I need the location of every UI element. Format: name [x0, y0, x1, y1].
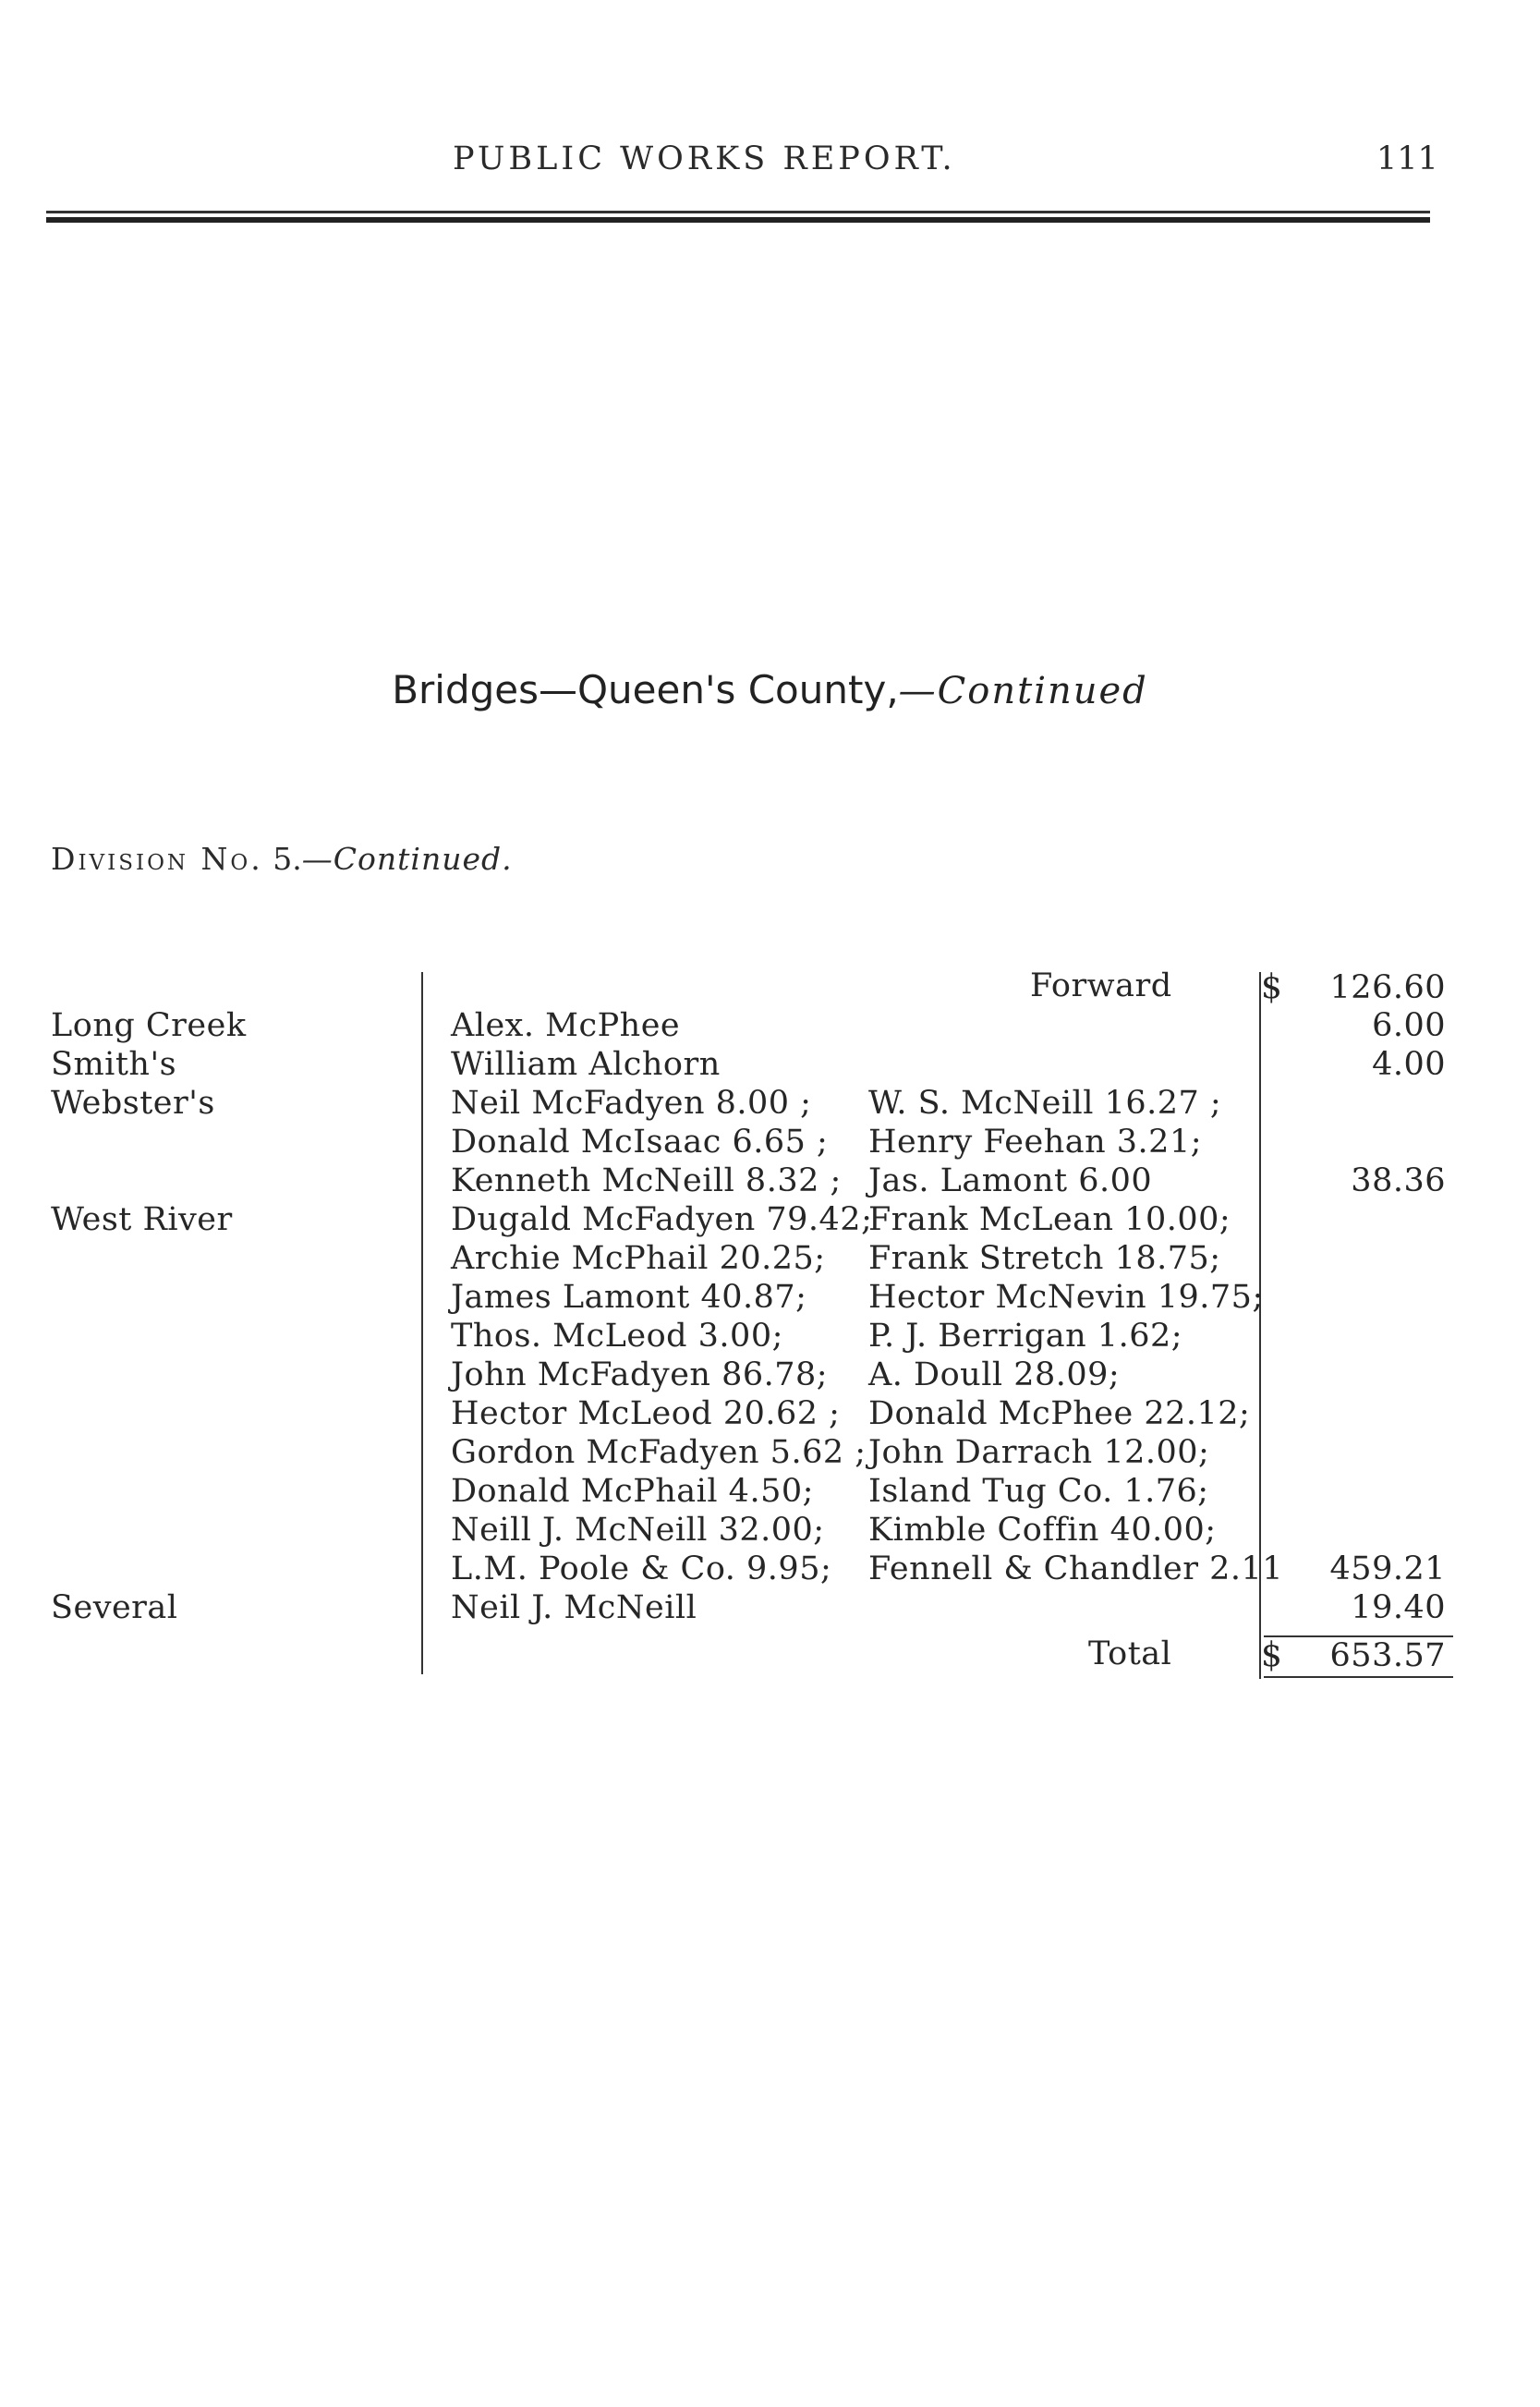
row-entry: [451, 1006, 868, 1045]
row-amount: [1279, 1511, 1446, 1550]
row-entry-b: W. S. McNeill 16.27 ;: [868, 1085, 1222, 1122]
row-location: West River: [51, 1201, 233, 1238]
row-entry-b: Hector McNevin 19.75;: [868, 1279, 1264, 1316]
row-entry-a: Neil J. McNeill: [451, 1589, 697, 1626]
row-amount: [1279, 1355, 1446, 1394]
row-location: Smith's: [51, 1046, 177, 1083]
row-amount: 38.36: [1351, 1162, 1446, 1199]
row-location: Several: [51, 1589, 178, 1626]
row-entry: [451, 1511, 1217, 1550]
row-entry: [451, 1278, 1264, 1317]
row-amount: 19.40: [1351, 1589, 1446, 1626]
running-title: PUBLIC WORKS REPORT.: [453, 140, 956, 177]
row-location: Long Creek: [51, 1007, 247, 1044]
row-entry: [451, 1161, 1152, 1200]
forward-currency: $: [1261, 968, 1283, 1006]
row-amount: [1279, 1472, 1446, 1511]
row-entry: [451, 1550, 1283, 1588]
forward-label: Forward: [1030, 967, 1172, 1004]
row-entry-a: Alex. McPhee: [451, 1007, 681, 1044]
row-entry-a: William Alchorn: [451, 1046, 721, 1083]
row-amount: 4.00: [1372, 1046, 1446, 1083]
row-entry-b: Frank Stretch 18.75;: [868, 1240, 1221, 1277]
row-entry: [451, 1123, 1202, 1161]
running-head: [0, 140, 1540, 187]
forward-amount: 126.60: [1329, 969, 1446, 1006]
row-entry-b: Fennell & Chandler 2.11: [868, 1550, 1283, 1587]
section-title: Bridges—Queen's County,: [392, 667, 899, 712]
row-entry: [451, 1045, 868, 1084]
total-label: Total: [1088, 1635, 1172, 1672]
row-amount: [1279, 1200, 1446, 1239]
row-entry-b: Donald McPhee 22.12;: [868, 1395, 1251, 1432]
row-entry-a: Archie McPhail 20.25;: [451, 1240, 826, 1277]
row-entry: [451, 1200, 1231, 1239]
header-rule-thick: [46, 217, 1430, 223]
row-entry: [451, 1472, 1209, 1511]
division-continued: —Continued.: [301, 841, 513, 877]
section-heading: [0, 667, 1540, 712]
row-entry-a: Donald McIsaac 6.65 ;: [451, 1124, 829, 1161]
row-entry-a: James Lamont 40.87;: [451, 1279, 807, 1316]
header-rule-thin: [46, 211, 1430, 213]
row-amount: [1279, 1084, 1446, 1123]
row-entry-a: Neil McFadyen 8.00 ;: [451, 1085, 812, 1122]
row-entry-a: Kenneth McNeill 8.32 ;: [451, 1162, 842, 1199]
division-heading: [51, 841, 513, 877]
row-entry-b: John Darrach 12.00;: [868, 1434, 1210, 1471]
row-entry: [451, 1433, 1209, 1472]
row-amount: 459.21: [1329, 1550, 1446, 1587]
row-entry: [451, 1355, 1120, 1394]
row-entry-b: Kimble Coffin 40.00;: [868, 1512, 1217, 1549]
row-entry-a: Dugald McFadyen 79.42;: [451, 1201, 873, 1238]
row-entry-a: Gordon McFadyen 5.62 ;: [451, 1434, 867, 1471]
page-number: 111: [1376, 140, 1438, 177]
division-label: Division No.: [51, 841, 263, 877]
ledger-rule-left: [421, 972, 423, 1674]
row-entry-a: L.M. Poole & Co. 9.95;: [451, 1550, 832, 1587]
row-entry-b: Henry Feehan 3.21;: [868, 1124, 1202, 1161]
row-amount: [1279, 1394, 1446, 1433]
total-amount: 653.57: [1329, 1637, 1446, 1674]
row-entry-a: Donald McPhail 4.50;: [451, 1473, 814, 1510]
row-location: Webster's: [51, 1085, 215, 1122]
row-entry: [451, 1588, 868, 1627]
row-amount: [1279, 1433, 1446, 1472]
row-entry-b: A. Doull 28.09;: [868, 1356, 1121, 1393]
row-entry-a: Hector McLeod 20.62 ;: [451, 1395, 841, 1432]
row-entry: [451, 1084, 1221, 1123]
row-entry-b: Frank McLean 10.00;: [868, 1201, 1231, 1238]
row-entry-b: Jas. Lamont 6.00: [868, 1162, 1153, 1199]
row-amount: 6.00: [1372, 1007, 1446, 1044]
row-amount: [1279, 1278, 1446, 1317]
total-rule-bottom: [1264, 1676, 1453, 1678]
row-entry: [451, 1239, 1221, 1278]
row-amount: [1279, 1123, 1446, 1161]
row-amount: [1279, 1239, 1446, 1278]
row-entry-a: Neill J. McNeill 32.00;: [451, 1512, 825, 1549]
row-entry-b: Island Tug Co. 1.76;: [868, 1473, 1209, 1510]
section-continued: —Continued: [898, 670, 1148, 712]
row-entry: [451, 1394, 1250, 1433]
row-entry-b: P. J. Berrigan 1.62;: [868, 1318, 1183, 1355]
row-entry-a: John McFadyen 86.78;: [451, 1356, 829, 1393]
row-amount: [1279, 1317, 1446, 1355]
total-currency: $: [1261, 1636, 1283, 1674]
row-entry-a: Thos. McLeod 3.00;: [451, 1318, 783, 1355]
division-number: 5.: [273, 841, 302, 877]
row-entry: [451, 1317, 1182, 1355]
